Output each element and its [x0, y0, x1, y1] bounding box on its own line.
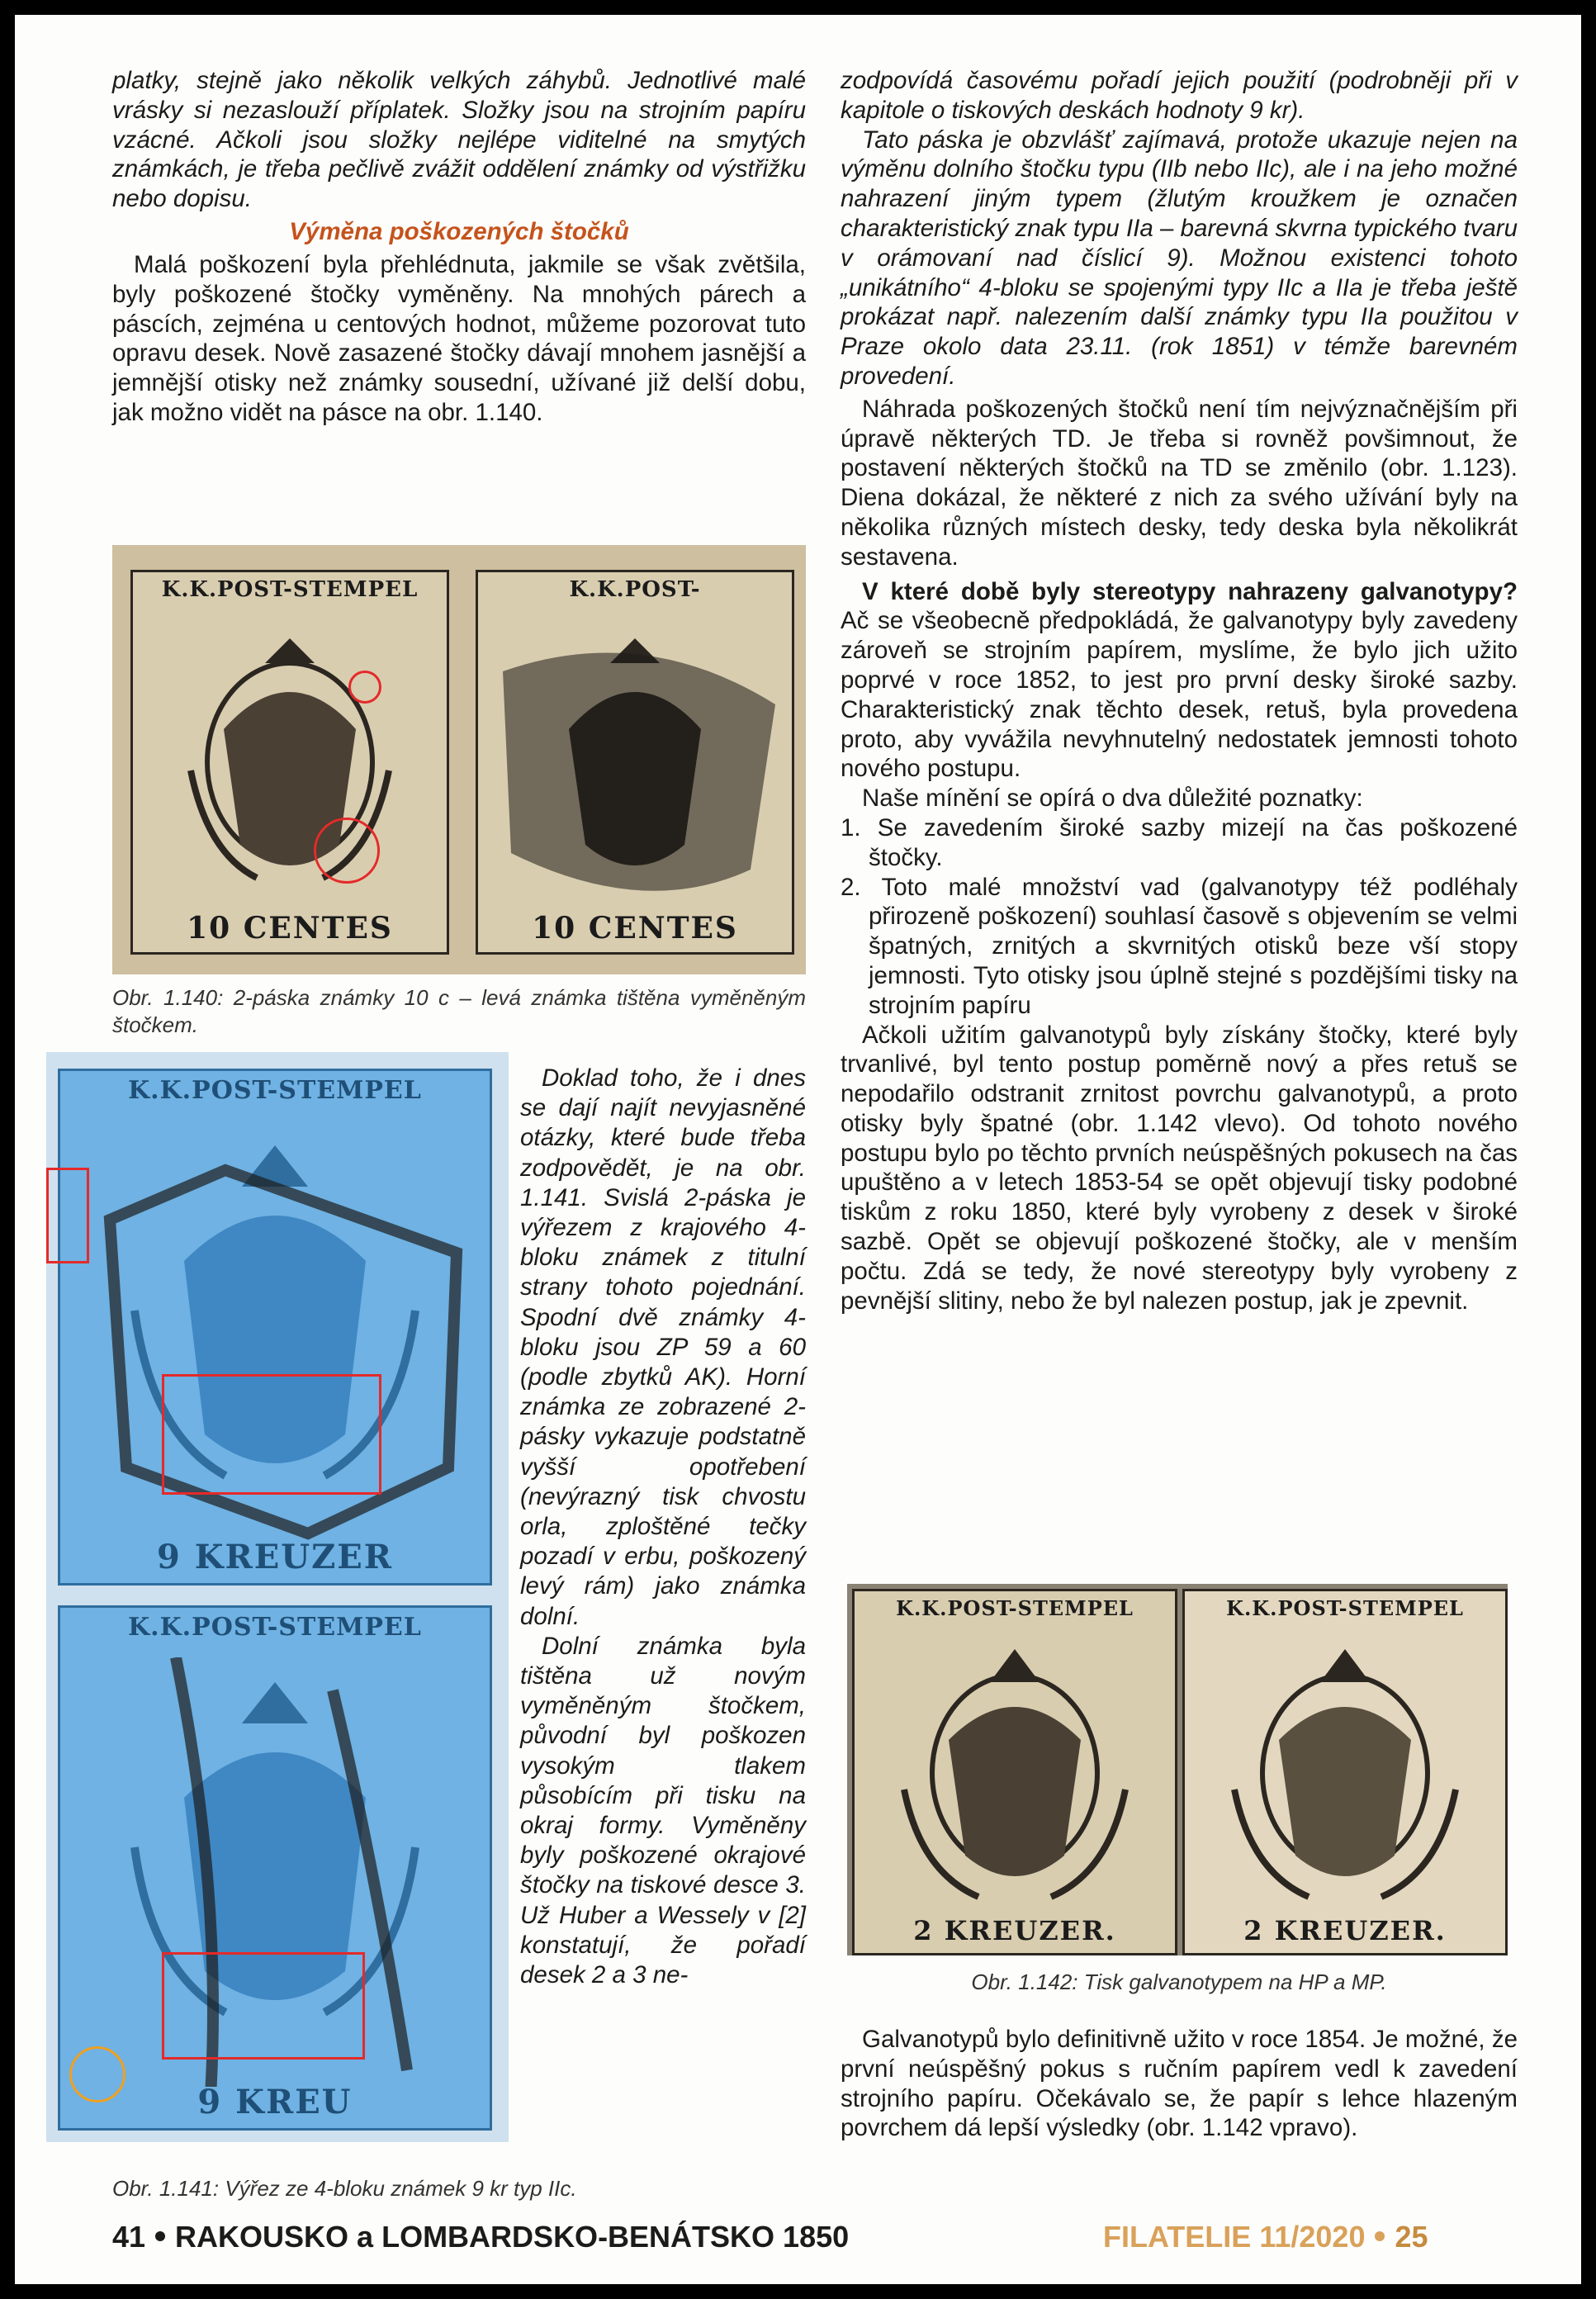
bullet-icon: [1375, 2231, 1385, 2241]
stamp-top-text: K.K.POST-STEMPEL: [128, 1076, 422, 1105]
figure-1-142: [847, 1584, 1508, 1955]
stamp-top-text: K.K.POST-: [569, 577, 701, 602]
left-column: [112, 66, 806, 428]
wrap-paragraph-2: Dolní známka byla tištěna už novým vyměněným štočkem, původní byl poškozen vysokým tlakem působícím při tisku na okraj formy. Vyměněny byly poškozené okrajové štočky na tiskové desce 3. Už Huber a Wessely v [2] konstatují, že pořadí desek 2 a 3 ne-: [520, 1632, 806, 1989]
right-paragraph-5: Naše mínění se opírá o dva důležité poznatky:: [862, 785, 1363, 813]
footer-magazine-title: FILATELIE 11/2020: [1103, 2220, 1366, 2254]
stamp-10c-left: [130, 570, 449, 955]
right-column: [841, 66, 1518, 1315]
eagle-emblem-icon: [855, 1624, 1175, 1922]
stamp-top-text: K.K.POST-STEMPEL: [1226, 1596, 1464, 1620]
list-item: 1. Se zavedením široké sazby mizejí na čas poškozené štočky.: [841, 813, 1518, 871]
right-closing: [841, 2025, 1518, 2143]
stamp-2kr-right: [1182, 1589, 1508, 1955]
eagle-emblem-icon: [1185, 1624, 1505, 1922]
highlight-circle-small: [348, 671, 381, 704]
section-heading: Výměna poškozených štočků: [289, 217, 629, 245]
stamp-bottom-text: 9 KREUZER: [156, 1538, 394, 1576]
footer-left: [112, 2220, 849, 2254]
right-paragraph-6: Ačkoli užitím galvanotypů byly získány štočky, které byly trvanlivé, byl tento postup poměrně nový a přes retuš se nepodařilo odstranit zrnitost povrchu galvanotypů, a proto otisky byly špatné (obr. 1.142 vlevo). Od tohoto nového postupu bylo po těchto prvních neúspěšných pokusech na čas upuštěno a v letech 1853-54 se opět objevují tisky podobné tiskům z roku 1850, které byly vyrobeny z desek v široké sazbě. Opět se objevují poškozené štočky, ale v menším počtu. Zdá se tedy, že nové stereotypy byly vyrobeny z pevnější slitiny, nebo že byl nalezen postup, jak je zpevnit.: [841, 1021, 1518, 1315]
caption-1-141: Obr. 1.141: Výřez ze 4-bloku známek 9 kr typ IIc.: [112, 2176, 577, 2201]
figure-1-141: [46, 1052, 509, 2142]
footer-right: [1103, 2220, 1428, 2254]
findings-list: [841, 813, 1518, 1021]
footer-series-title: RAKOUSKO a LOMBARDSKO-BENÁTSKO 1850: [175, 2220, 850, 2254]
left-paragraph-1: platky, stejně jako několik velkých záhybů. Jednotlivé malé vrásky si nezaslouží příplatek. Složky jsou na strojním papíru vzácné. Ačkoli jsou složky nejlépe viditelné na smytých známkách, je třeba pečlivě zvážit oddělení známky od výstřižku nebo dopisu.: [112, 67, 806, 213]
stamp-10c-right: [476, 570, 794, 955]
highlight-circle-large: [314, 818, 380, 884]
right-paragraph-3: Náhrada poškozených štočků není tím nejvýznačnějším při úpravě některých TD. Je třeba si rovněž povšimnout, že postavení některých štočků na TD se změnilo (obr. 1.123). Diena dokázal, že některé z nich za svého užívání byly na několika různých místech desky, tedy deska byla několikrát sestavena.: [841, 395, 1518, 571]
stamp-top-text: K.K.POST-STEMPEL: [161, 577, 419, 602]
stamp-bottom-text: 10 CENTES: [187, 911, 393, 946]
caption-1-140: Obr. 1.140: 2-páska známky 10 c – levá známka tištěna vyměněným štočkem.: [112, 985, 806, 1037]
highlight-box-upper: [162, 1374, 381, 1495]
right-paragraph-1: zodpovídá časovému pořadí jejich použití (podrobněji při v kapitole o tiskových deskách hodnoty 9 kr).: [841, 67, 1518, 124]
stamp-2kr-left: [852, 1589, 1177, 1955]
right-paragraph-7: Galvanotypů bylo definitivně užito v roce 1854. Je možné, že první neúspěšný pokus s ručním papírem vedl k zavedení strojního papíru. Očekávalo se, že papír s lehce hlazeným povrchem dá lepší výsledky (obr. 1.142 vpravo).: [841, 2026, 1518, 2142]
wrap-text: [520, 1064, 806, 1990]
highlight-circle-yellow: [69, 2046, 126, 2102]
stamp-9kr-top: [58, 1069, 492, 1586]
right-paragraph-2: Tato páska je obzvlášť zajímavá, protože ukazuje nejen na výměnu dolního štočku typu (IIb nebo IIc), ale i na jeho možné nahrazení jiným typem (žlutým kroužkem je označen charakteristický znak typu IIa – barevná skvrna typického tvaru v orámovaní nad číslicí 9). Možnou existenci tohoto „unikátního“ 4-bloku se spojenými typy IIc a IIa je třeba ještě prokázat např. nalezením další známky typu IIa použitou v Praze okolo data 23.11. (rok 1851) v témže barevném provedení.: [841, 126, 1518, 390]
highlight-box-frame: [46, 1168, 89, 1263]
left-paragraph-2: Malá poškození byla přehlédnuta, jakmile se však zvětšila, byly poškozené štočky vyměněny. Na mnohých párech a páscích, zejména u centových hodnot, můžeme pozorovat tuto opravu desek. Nově zasazené štočky dávají mnohem jasnější a jemnější otisky než známky sousední, užívané již delší dobu, jak možno vidět na pásce na obr. 1.140.: [112, 250, 806, 426]
wrap-paragraph-1: Doklad toho, že i dnes se dají najít nevyjasněné otázky, které bude třeba zodpovědět, je na obr. 1.141. Svislá 2-páska je výřezem z krajového 4-bloku známek z titulní strany tohoto pojednání. Spodní dvě známky 4-bloku jsou ZP 59 a 60 (podle zbytků AK). Horní známka ze zobrazené 2-pásky vykazuje podstatně vyšší opotřebení (nevýrazný tisk chvostu orla, zploštěné tečky pozadí v erbu, poškozený levý rám) jako známka dolní.: [520, 1064, 806, 1630]
highlight-box-lower: [162, 1952, 365, 2060]
page-number-left: 41: [112, 2220, 146, 2254]
eagle-emblem-icon: [133, 605, 447, 919]
bullet-icon: [155, 2231, 165, 2241]
eagle-emblem-icon: [478, 605, 792, 919]
stamp-top-text: K.K.POST-STEMPEL: [128, 1613, 422, 1642]
page-number-right: 25: [1395, 2220, 1428, 2254]
stamp-bottom-text: 9 KREU: [197, 2083, 353, 2121]
list-item: 2. Toto malé množství vad (galvanotypy též podléhaly přirozeně poškození) souhlasí časově s objevením se velmi špatných, zrnitých a skvrnitých otisků beze vší stopy jemnosti. Tyto otisky jsou úplně stejné s pozdějšími tisky na strojním papíru: [841, 873, 1518, 1019]
stamp-bottom-text: 10 CENTES: [532, 911, 738, 946]
caption-1-142: Obr. 1.142: Tisk galvanotypem na HP a MP.: [971, 1970, 1387, 1994]
figure-1-140: [112, 545, 806, 974]
question-heading: V které době byly stereotypy nahrazeny galvanotypy?: [862, 577, 1518, 605]
right-paragraph-4: V které době byly stereotypy nahrazeny galvanotypy? Ač se všeobecně předpokládá, že galvanotypy byly zavedeny zároveň se strojním papírem, myslíme, že bylo jich užito poprvé v roce 1852, to jest pro první desky široké sazby. Charakteristický znak těchto desek, retuš, byla provedena proto, aby vyvážila nevyhnutelný nedostatek jemnosti tohoto nového postupu.: [841, 577, 1518, 783]
stamp-bottom-text: 2 KREUZER.: [913, 1915, 1116, 1946]
stamp-top-text: K.K.POST-STEMPEL: [896, 1596, 1134, 1620]
stamp-bottom-text: 2 KREUZER.: [1243, 1915, 1447, 1946]
magazine-page: [15, 15, 1581, 2284]
